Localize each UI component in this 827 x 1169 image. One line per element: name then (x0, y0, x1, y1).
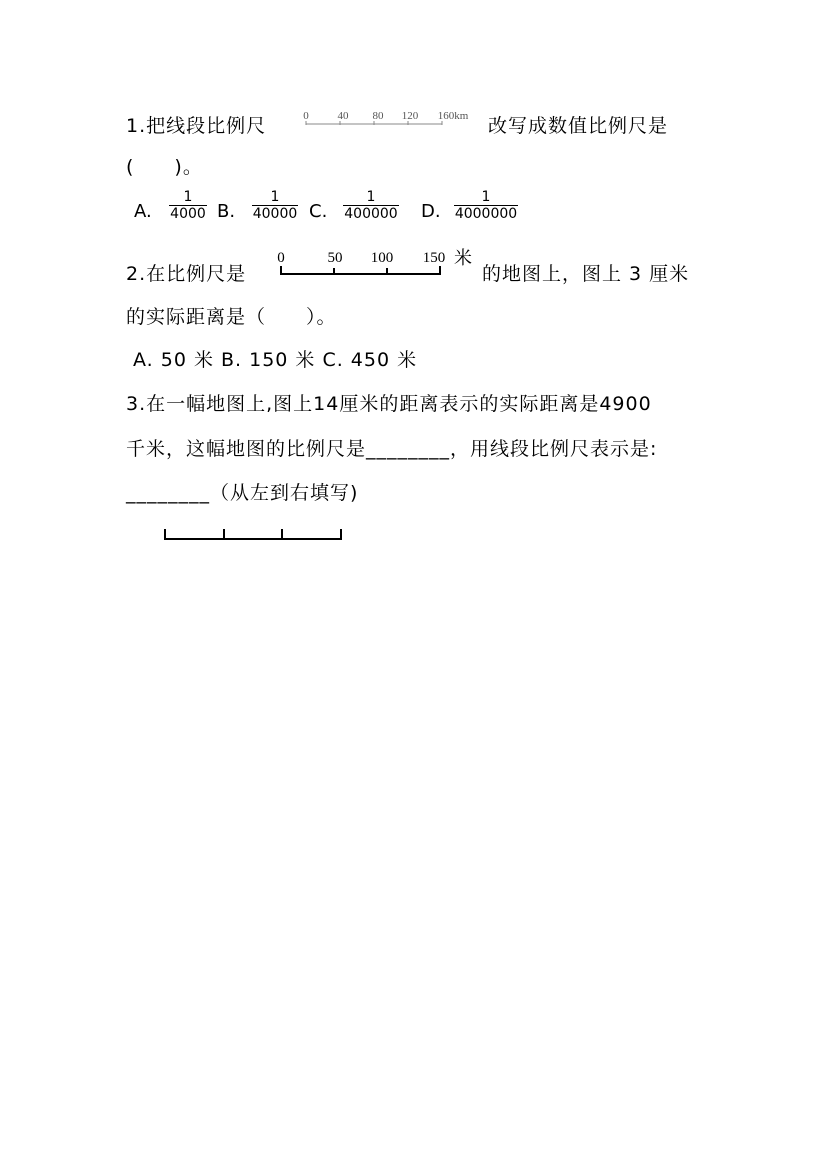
q1-option-d-den: 4000000 (454, 206, 518, 222)
q1-scale-label-0: 0 (303, 110, 309, 122)
q1-option-c-letter: C. (309, 201, 328, 222)
q3-line3 (126, 481, 358, 505)
q3-blank-line-scale (160, 520, 350, 544)
q1-scale-label-4: 160km (437, 110, 469, 122)
q1-option-b-num: 1 (270, 189, 280, 205)
q2-line-scale (268, 246, 480, 280)
q1-option-b-fraction (252, 189, 298, 222)
q2-prefix: 2.在比例尺是 (126, 263, 247, 285)
q1-answer-blank: ( )。 (126, 156, 203, 178)
q1-option-a-num: 1 (183, 189, 193, 205)
q1-option-b-letter: B. (217, 201, 236, 222)
q2-scale-label-0: 0 (277, 250, 285, 266)
q1-suffix: 改写成数值比例尺是 (488, 115, 669, 137)
q1-option-d-letter: D. (421, 201, 441, 222)
q2-scale-unit: 米 (454, 248, 472, 269)
q1-line-scale (300, 106, 480, 128)
q2-line1 (126, 262, 246, 286)
q2-suffix-wrap (482, 262, 689, 286)
q1-prefix: 1.把线段比例尺 (126, 115, 267, 137)
q2-scale-label-2: 100 (370, 250, 394, 266)
q2-line2 (126, 305, 337, 329)
q1-suffix-wrap (488, 114, 668, 138)
q1-option-c-fraction (343, 189, 399, 222)
q1-scale-label-2: 80 (372, 110, 384, 122)
q1-scale-label-3: 120 (401, 110, 419, 122)
q3-line2 (126, 437, 657, 461)
q3-text-2: 千米，这幅地图的比例尺是________，用线段比例尺表示是: (126, 438, 658, 460)
q3-text-3: ________（从左到右填写) (126, 482, 359, 504)
q2-options-text: A. 50 米 B. 150 米 C. 450 米 (133, 349, 418, 371)
q1-option-c-num: 1 (366, 189, 376, 205)
q1-line1 (126, 114, 266, 138)
q2-scale-label-3: 150 (422, 250, 446, 266)
q1-option-a-letter: A. (134, 201, 152, 222)
q2-suffix: 的地图上，图上 3 厘米 (482, 263, 690, 285)
q1-option-a-den: 4000 (170, 206, 206, 222)
q1-option-b-den: 40000 (252, 206, 298, 222)
q3-line1 (126, 392, 652, 416)
q2-question-end: 的实际距离是（ ）。 (126, 306, 337, 328)
q1-scale-label-1: 40 (337, 110, 349, 122)
q2-options (133, 348, 417, 372)
q1-option-c-den: 400000 (344, 206, 398, 222)
q1-option-d-num: 1 (481, 189, 491, 205)
q1-option-a-fraction (169, 189, 207, 222)
q1-option-d-fraction (454, 189, 518, 222)
q3-text-1: 3.在一幅地图上,图上14厘米的距离表示的实际距离是4900 (126, 393, 652, 415)
q2-scale-label-1: 50 (327, 250, 343, 266)
q1-line2 (126, 155, 203, 179)
